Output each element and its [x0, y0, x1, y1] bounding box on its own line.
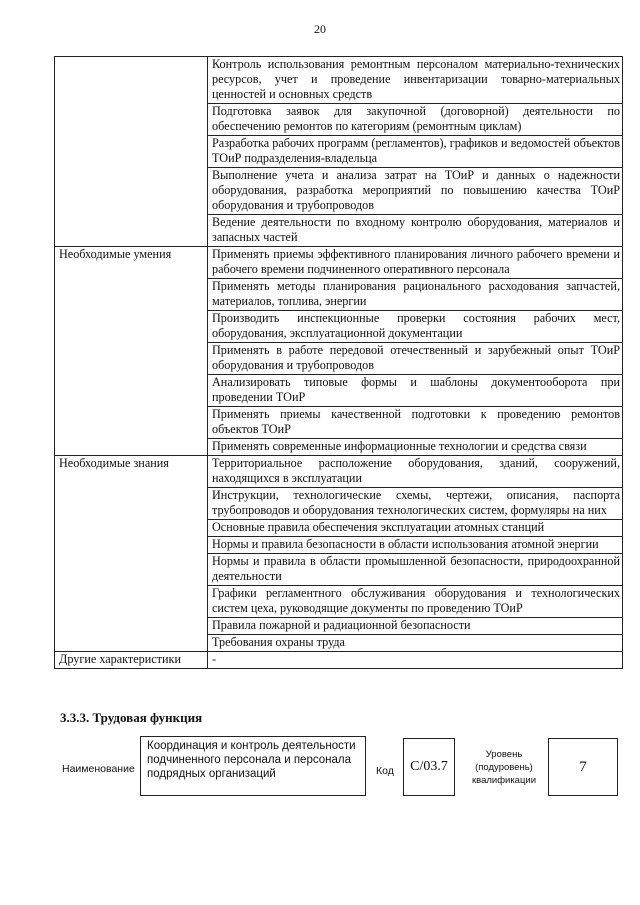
qualification-level-label: Уровень (подуровень) квалификации — [471, 749, 537, 786]
code-label: Код — [376, 765, 394, 777]
group-heading — [55, 57, 208, 247]
table-cell: Анализировать типовые формы и шаблоны документооборота при проведении ТОиР — [208, 375, 623, 407]
table-row — [55, 247, 623, 279]
group-heading: Необходимые умения — [55, 247, 208, 456]
table-cell: Нормы и правила безопасности в области использования атомной энергии — [208, 537, 623, 554]
section-title: 3.3.3. Трудовая функция — [60, 710, 203, 725]
table-cell: Территориальное расположение оборудования, зданий, сооружений, находящихся в эксплуатации — [208, 456, 623, 488]
qualification-level-box: 7 — [548, 738, 618, 796]
table-cell: Производить инспекционные проверки состояния рабочих мест, оборудования, эксплуатационной документации — [208, 311, 623, 343]
table-cell: Подготовка заявок для закупочной (договорной) деятельности по обеспечению ремонтов по категориям (ремонтным циклам) — [208, 104, 623, 136]
table-cell: Графики регламентного обслуживания оборудования и технологических систем цеха, руководящие документы по проведению ТОиР — [208, 586, 623, 618]
table-cell: Контроль использования ремонтным персоналом материально-технических ресурсов, учет и проведение инвентаризации товарно-материальных ценностей и основных средств — [208, 57, 623, 104]
table-cell: Применять приемы качественной подготовки к проведению ремонтов объектов ТОиР — [208, 407, 623, 439]
page-number: 20 — [314, 22, 326, 36]
table-cell: Нормы и правила в области промышленной безопасности, природоохранной деятельности — [208, 554, 623, 586]
name-label: Наименование — [62, 763, 135, 775]
table-row — [55, 57, 623, 104]
function-code-box: C/03.7 — [403, 738, 455, 796]
table-cell: Ведение деятельности по входному контролю оборудования, материалов и запасных частей — [208, 215, 623, 247]
table-cell: Требования охраны труда — [208, 635, 623, 652]
table-cell: Применять в работе передовой отечественный и зарубежный опыт ТОиР оборудования и трубопроводов — [208, 343, 623, 375]
group-heading: Другие характеристики — [55, 652, 208, 669]
table-cell: Инструкции, технологические схемы, чертежи, описания, паспорта трубопроводов и оборудования технологических систем, формуляры на них — [208, 488, 623, 520]
table-cell: Выполнение учета и анализа затрат на ТОиР и данных о надежности оборудования, разработка мероприятий по повышению качества ТОиР оборудования и трубопроводов — [208, 168, 623, 215]
table-cell: Разработка рабочих программ (регламентов), графиков и ведомостей объектов ТОиР подразделения-владельца — [208, 136, 623, 168]
table-cell: Применять методы планирования рационального расходования запчастей, материалов, топлива, энергии — [208, 279, 623, 311]
table-cell: - — [208, 652, 623, 669]
table-row — [55, 652, 623, 669]
table-cell: Правила пожарной и радиационной безопасности — [208, 618, 623, 635]
requirements-table — [54, 56, 623, 669]
table-cell: Основные правила обеспечения эксплуатации атомных станций — [208, 520, 623, 537]
table-row — [55, 456, 623, 488]
group-heading: Необходимые знания — [55, 456, 208, 652]
function-name-box: Координация и контроль деятельности подчиненного персонала и персонала подрядных организаций — [140, 736, 366, 796]
table-cell: Применять приемы эффективного планирования личного рабочего времени и рабочего времени подчиненного оперативного персонала — [208, 247, 623, 279]
table-cell: Применять современные информационные технологии и средства связи — [208, 439, 623, 456]
